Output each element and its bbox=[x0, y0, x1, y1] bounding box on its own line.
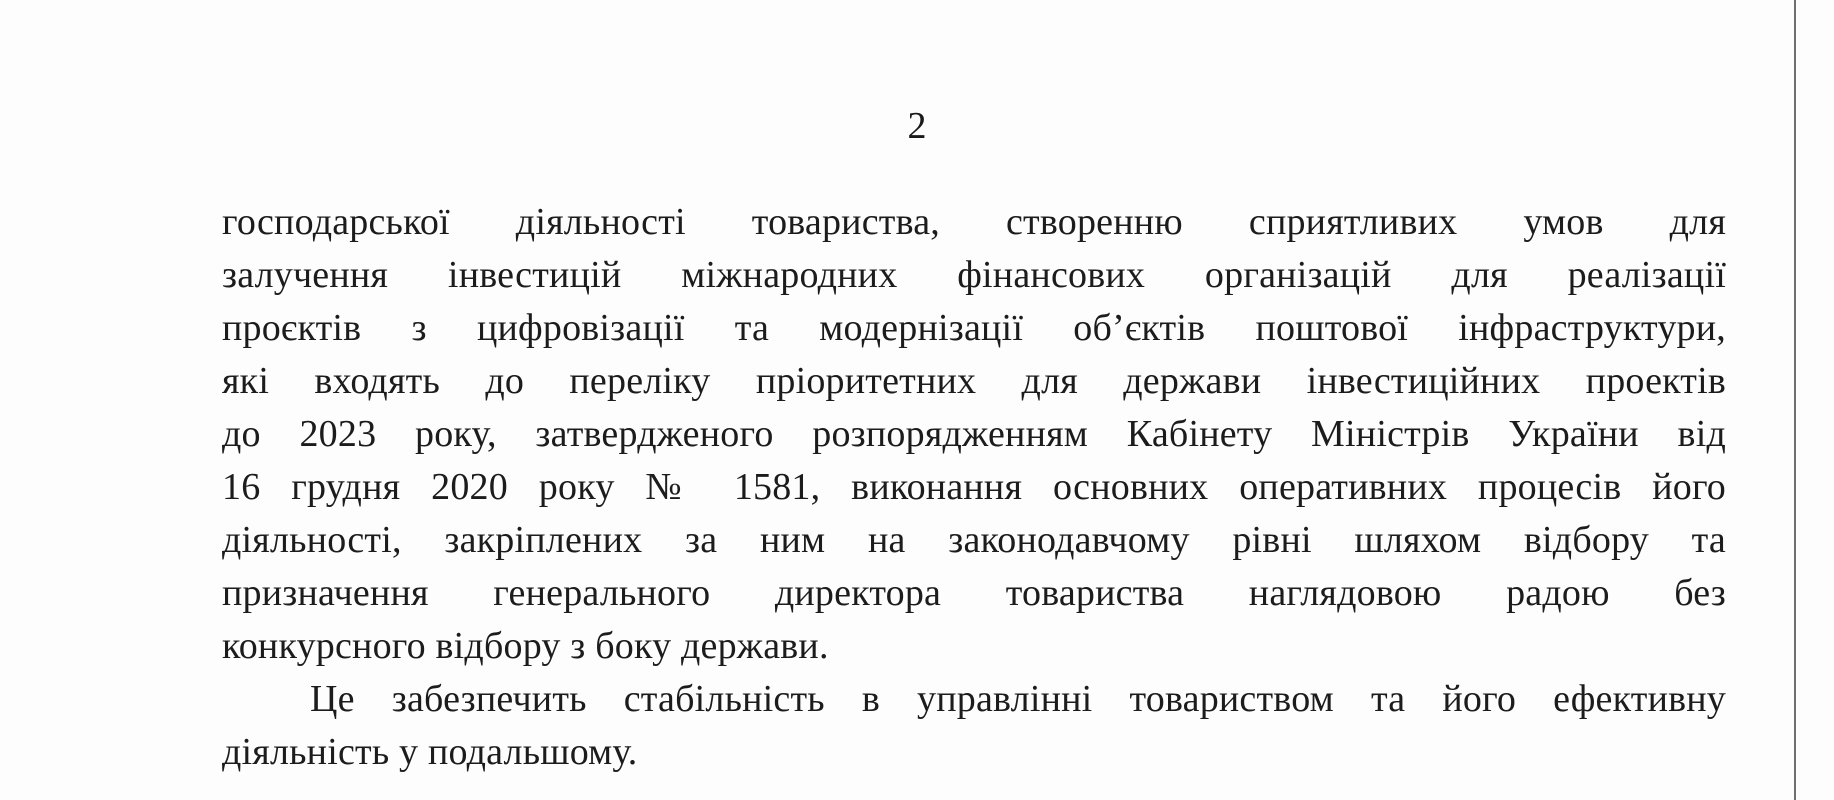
paragraph-2 bbox=[222, 673, 1726, 779]
document-body bbox=[222, 196, 1726, 779]
page-number: 2 bbox=[907, 105, 927, 147]
paragraph-line: діяльності, закріплених за ним на законодавчому рівні шляхом відбору та bbox=[222, 519, 1726, 561]
paragraph-line: Це забезпечить стабільність в управлінні товариством та його ефективну bbox=[310, 678, 1726, 720]
paragraph-line: призначення генерального директора товариства наглядовою радою без bbox=[222, 572, 1726, 614]
paragraph-line: залучення інвестицій міжнародних фінансових організацій для реалізації bbox=[222, 254, 1726, 296]
paragraph-line: діяльність у подальшому. bbox=[222, 731, 638, 773]
paragraph-line: до 2023 року, затвердженого розпорядженням Кабінету Міністрів України від bbox=[222, 413, 1726, 455]
paragraph-line: господарської діяльності товариства, створенню сприятливих умов для bbox=[222, 201, 1726, 243]
paragraph-line: конкурсного відбору з боку держави. bbox=[222, 625, 829, 667]
paragraph-1 bbox=[222, 196, 1726, 673]
paragraph-line: які входять до переліку пріоритетних для держави інвестиційних проектів bbox=[222, 360, 1726, 402]
paragraph-line: проєктів з цифровізації та модернізації об’єктів поштової інфраструктури, bbox=[222, 307, 1726, 349]
paragraph-line: 16 грудня 2020 року № 1581, виконання основних оперативних процесів його bbox=[222, 466, 1726, 508]
